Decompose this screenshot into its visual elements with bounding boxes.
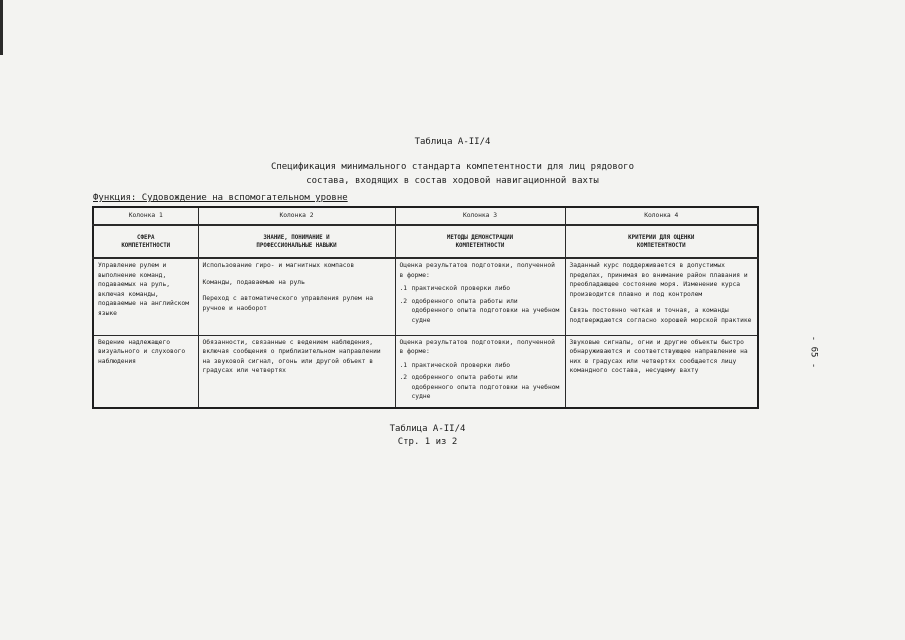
subheader-knowledge: ЗНАНИЕ, ПОНИМАНИЕ И ПРОФЕССИОНАЛЬНЫЕ НАВЫКИ xyxy=(198,225,395,258)
method-item: .1 практической проверки либо xyxy=(399,361,511,369)
scan-edge-mark xyxy=(0,0,3,55)
footer-table-id: Таблица А-II/4 xyxy=(389,424,466,434)
table-title-line-2: состава, входящих в состав ходовой навигационной вахты xyxy=(306,176,599,186)
column-header-1: Колонка 1 xyxy=(93,207,198,225)
competence-cell: Управление рулем и выполнение команд, подаваемых на руль, включая команды, подаваемые на английском языке xyxy=(93,258,198,335)
table-row xyxy=(93,258,758,335)
criteria-cell: Заданный курс поддерживается в допустимых пределах, принимая во внимание район плавания и преобладающее состояние моря. Изменение курса производится плавно и под контролем Связь постоянно четкая и точная, а команды подтверждаются согласно хорошей морской практике xyxy=(565,258,758,335)
table-row xyxy=(93,335,758,408)
method-item: .2 одобренного опыта работы или одобренного опыта подготовки на учебном судне xyxy=(399,297,560,324)
side-page-number: - 65 - xyxy=(808,335,819,369)
table-title xyxy=(0,160,905,188)
column-header-4: Колонка 4 xyxy=(565,207,758,225)
table-id-header: Таблица А-II/4 xyxy=(414,137,491,147)
column-header-row xyxy=(93,207,758,225)
competence-cell: Ведение надлежащего визуального и слухового наблюдения xyxy=(93,335,198,408)
method-item: .1 практической проверки либо xyxy=(399,285,511,292)
knowledge-cell: Обязанности, связанные с ведением наблюдения, включая сообщения о приблизительном направлении на звуковой сигнал, огонь или другой объект в градусах или четвертях xyxy=(198,335,395,408)
column-header-3: Колонка 3 xyxy=(395,207,565,225)
subheader-methods: МЕТОДЫ ДЕМОНСТРАЦИИ КОМПЕТЕНТНОСТИ xyxy=(395,225,565,258)
column-header-2: Колонка 2 xyxy=(198,207,395,225)
methods-cell: Оценка результатов подготовки, полученной в форме: .1 практической проверки либо .2 одобренного опыта работы или одобренного опыта подготовки на учебном судне xyxy=(395,258,565,335)
criteria-cell: Звуковые сигналы, огни и другие объекты быстро обнаруживаются и соответствующее направление на них в градусах или четвертях сообщается лицу командного состава, несущему вахту xyxy=(565,335,758,408)
footer-page-number: Стр. 1 из 2 xyxy=(397,437,458,447)
subheader-criteria: КРИТЕРИИ ДЛЯ ОЦЕНКИ КОМПЕТЕНТНОСТИ xyxy=(565,225,758,258)
knowledge-cell: Использование гиро- и магнитных компасов Команды, подаваемые на руль Переход с автоматического управления рулем на ручное и наоборот xyxy=(198,258,395,335)
subheader-row xyxy=(93,225,758,258)
competence-table xyxy=(92,206,759,409)
methods-cell: Оценка результатов подготовки, полученной в форме: .1 практической проверки либо .2 одобренного опыта работы или одобренного опыта подготовки на учебном судне xyxy=(395,335,565,408)
subheader-competence: СФЕРА КОМПЕТЕНТНОСТИ xyxy=(93,225,198,258)
table-title-line-1: Спецификация минимального стандарта компетентности для лиц рядового xyxy=(270,162,635,172)
method-item: .2 одобренного опыта работы или одобренного опыта подготовки на учебном судне xyxy=(399,374,560,400)
function-label: Функция: Судовождение на вспомогательном уровне xyxy=(93,193,348,203)
